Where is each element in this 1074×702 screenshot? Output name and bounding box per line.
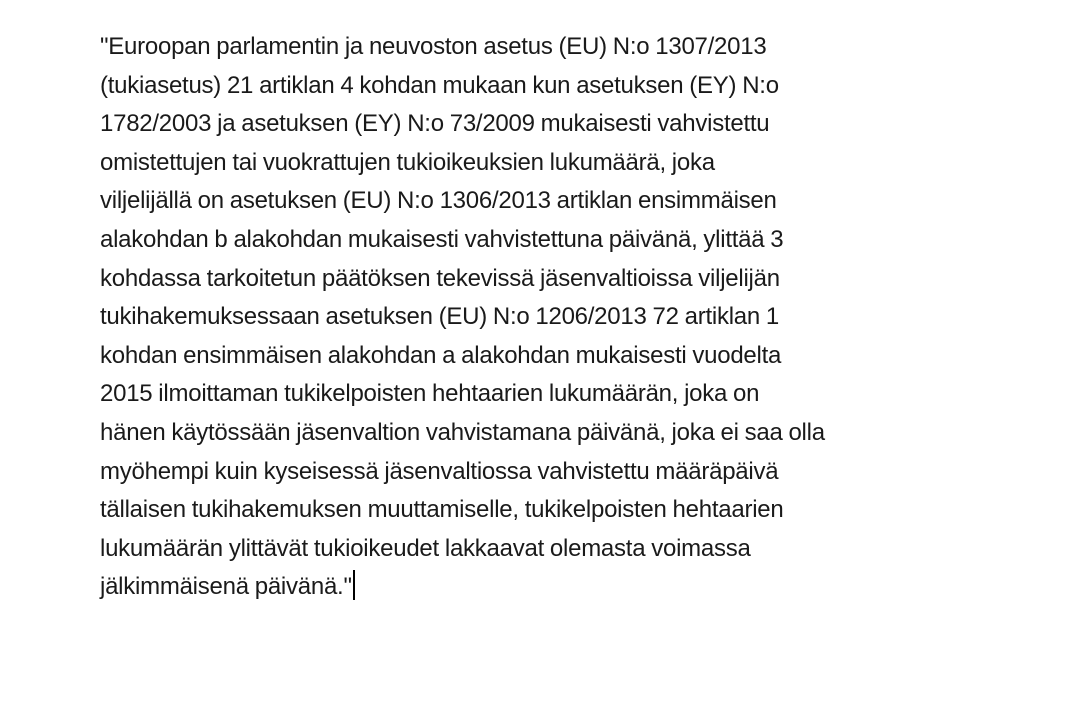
text-line-10: 2015 ilmoittaman tukikelpoisten hehtaarien lukumäärän, joka on bbox=[100, 380, 760, 408]
text-line-13: tällaisen tukihakemuksen muuttamiselle, tukikelpoisten hehtaarien bbox=[100, 496, 784, 524]
quoted-regulation-text[interactable] bbox=[100, 28, 1040, 607]
text-line-6: alakohdan b alakohdan mukaisesti vahvistettuna päivänä, ylittää 3 bbox=[100, 225, 784, 253]
text-line-3: 1782/2003 ja asetuksen (EY) N:o 73/2009 mukaisesti vahvistettu bbox=[100, 110, 770, 138]
text-line-5: viljelijällä on asetuksen (EU) N:o 1306/2013 artiklan ensimmäisen bbox=[100, 187, 777, 215]
text-line-7: kohdassa tarkoitetun päätöksen tekevissä jäsenvaltioissa viljelijän bbox=[100, 264, 780, 292]
text-line-14: lukumäärän ylittävät tukioikeudet lakkaavat olemasta voimassa bbox=[100, 534, 751, 562]
text-cursor bbox=[353, 570, 355, 600]
text-line-1: "Euroopan parlamentin ja neuvoston asetus (EU) N:o 1307/2013 bbox=[100, 33, 767, 60]
text-line-11: hänen käytössään jäsenvaltion vahvistamana päivänä, joka ei saa olla bbox=[100, 418, 825, 446]
text-line-8: tukihakemuksessaan asetuksen (EU) N:o 1206/2013 72 artiklan 1 bbox=[100, 303, 779, 331]
text-line-9: kohdan ensimmäisen alakohdan a alakohdan mukaisesti vuodelta bbox=[100, 341, 782, 369]
text-line-2: (tukiasetus) 21 artiklan 4 kohdan mukaan kun asetuksen (EY) N:o bbox=[100, 71, 779, 99]
text-line-15-content: jälkimmäisenä päivänä." bbox=[100, 573, 352, 601]
text-line-12: myöhempi kuin kyseisessä jäsenvaltiossa vahvistettu määräpäivä bbox=[100, 457, 779, 485]
text-line-15 bbox=[100, 568, 1040, 607]
text-line-4: omistettujen tai vuokrattujen tukioikeuksien lukumäärä, joka bbox=[100, 148, 715, 176]
